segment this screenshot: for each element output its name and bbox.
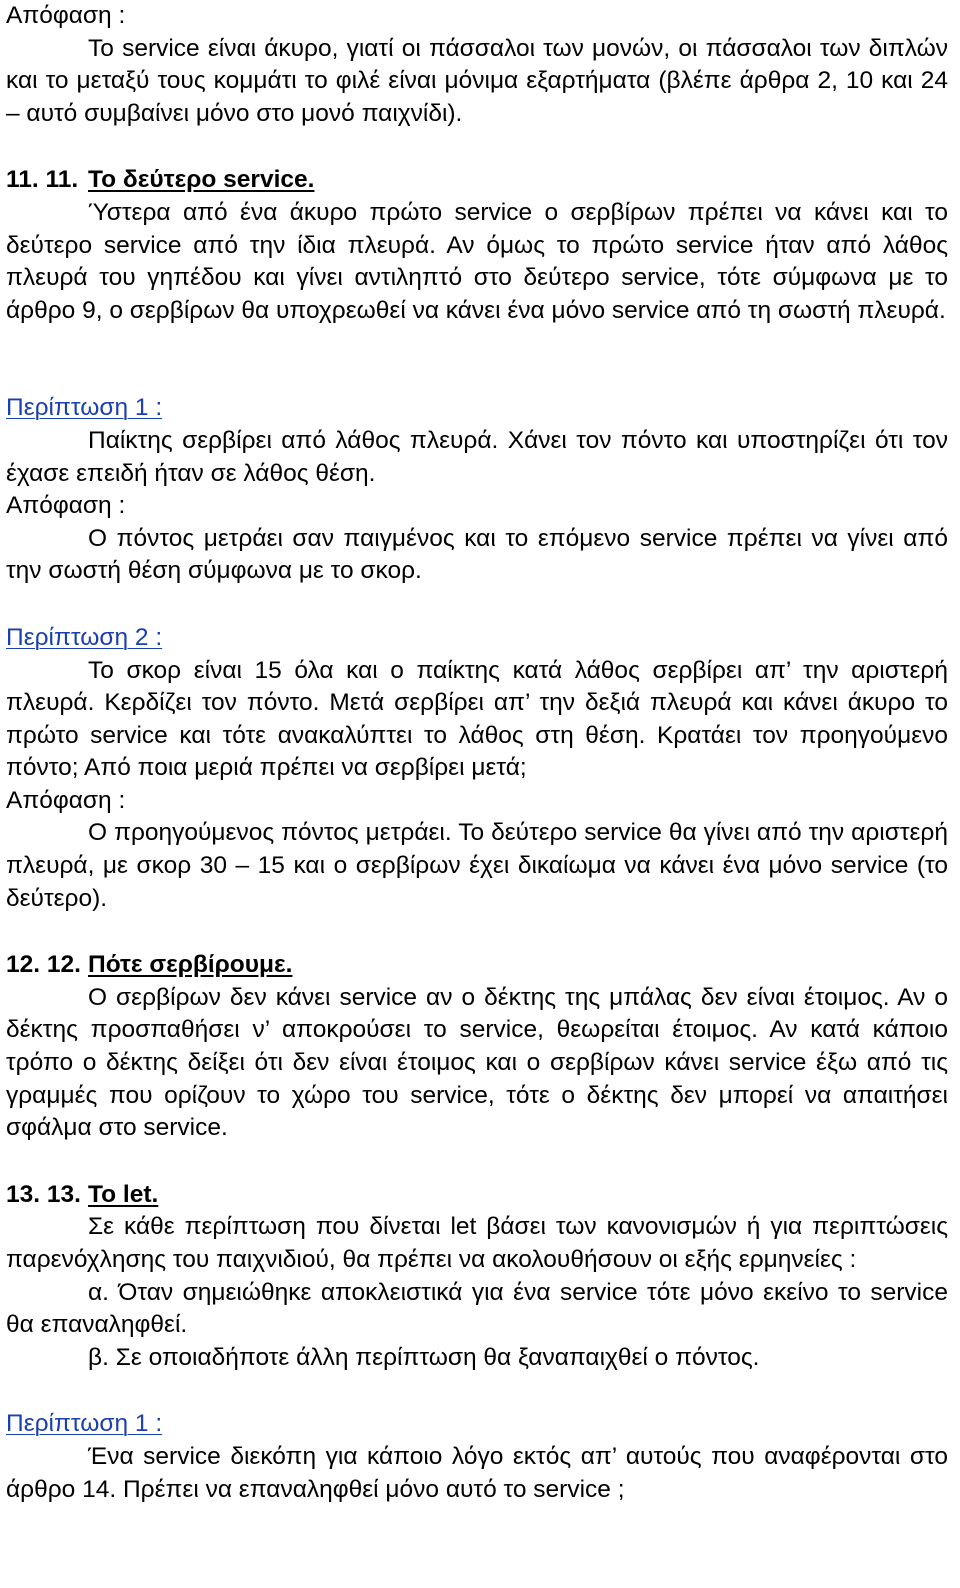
decision-text: Ο προηγούμενος πόντος μετράει. Το δεύτερο service θα γίνει από την αριστερή πλευρά, με σκορ 30 – 15 και ο σερβίρων έχει δικαίωμα να κάνει ένα μόνο service (το δεύτερο). xyxy=(6,819,948,912)
case-text: Παίκτης σερβίρει από λάθος πλευρά. Χάνει τον πόντο και υποστηρίζει ότι τον έχασε επειδή ήταν σε λάθος θέση. xyxy=(6,426,948,487)
case-label: Περίπτωση 1 : xyxy=(6,1410,163,1438)
list-item-a: α. Όταν σημειώθηκε αποκλειστικά για ένα service τότε μόνο εκείνο το service θα επαναληφθεί. xyxy=(6,1278,948,1339)
section-number: 11. 11. xyxy=(6,166,79,194)
decision-label: Απόφαση : xyxy=(6,786,126,814)
section-11-body: Ύστερα από ένα άκυρο πρώτο service ο σερβίρων πρέπει να κάνει και το δεύτερο service από την ίδια πλευρά. Αν όμως το πρώτο service ήταν από λάθος πλευρά του γηπέδου και γίνει αντιληπτό στο δεύτερο service, τότε σύμφωνα με το άρθρο 9, ο σερβίρων θα υποχρεωθεί να κάνει ένα μόνο service από τη σωστή πλευρά. xyxy=(6,198,948,324)
case-label: Περίπτωση 2 : xyxy=(6,623,163,651)
section-number: 12. 12. xyxy=(6,951,81,979)
section-13-body: Σε κάθε περίπτωση που δίνεται let βάσει των κανονισμών ή για περιπτώσεις παρενόχλησης του παιχνιδιού, θα πρέπει να ακολουθήσουν οι εξής ερμηνείες : xyxy=(6,1213,948,1273)
section-13-heading xyxy=(6,1179,948,1212)
decision-label: Απόφαση : xyxy=(6,2,126,29)
decision-text: Το service είναι άκυρο, γιατί οι πάσσαλοι των μονών, οι πάσσαλοι των διπλών και το μεταξύ τους κομμάτι το φιλέ είναι μόνιμα εξαρτήματα (βλέπε άρθρα 2, 10 και 24 – αυτό συμβαίνει μόνο στο μονό παιχνίδι). xyxy=(6,34,948,127)
section-title: Το δεύτερο service. xyxy=(88,166,315,194)
document-page xyxy=(6,0,948,1506)
section-title: Πότε σερβίρουμε. xyxy=(88,951,293,979)
decision-text: Ο πόντος μετράει σαν παιγμένος και το επόμενο service πρέπει να γίνει από την σωστή θέση σύμφωνα με το σκορ. xyxy=(6,524,948,585)
case-text: Το σκορ είναι 15 όλα και ο παίκτης κατά λάθος σερβίρει απ’ την αριστερή πλευρά. Κερδίζει τον πόντο. Μετά σερβίρει απ’ την δεξιά πλευρά και κάνει άκυρο το πρώτο service και τότε ανακαλύπτει το λάθος στη θέση. Κρατάει τον προηγούμενο πόντο; Από ποια μεριά πρέπει να σερβίρει μετά; xyxy=(6,656,948,782)
section-11-heading xyxy=(6,164,948,197)
section-12-body: Ο σερβίρων δεν κάνει service αν ο δέκτης της μπάλας δεν είναι έτοιμος. Αν ο δέκτης προσπαθήσει ν’ αποκρούσει το service, θεωρείται έτοιμος. Αν κατά κάποιο τρόπο ο δέκτης δείξει ότι δεν είναι έτοιμος και ο σερβίρων κάνει service έξω από τις γραμμές που ορίζουν το χώρο του service, τότε ο δέκτης δεν μπορεί να απαιτήσει σφάλμα στο service. xyxy=(6,983,948,1142)
case-text: Ένα service διεκόπη για κάποιο λόγο εκτός απ’ αυτούς που αναφέρονται στο άρθρο 14. Πρέπει να επαναληφθεί μόνο αυτό το service ; xyxy=(6,1442,948,1503)
list-item-b: β. Σε οποιαδήποτε άλλη περίπτωση θα ξαναπαιχθεί ο πόντος. xyxy=(88,1343,760,1371)
section-12-heading xyxy=(6,949,948,982)
section-title: Το let. xyxy=(88,1180,159,1208)
case-label: Περίπτωση 1 : xyxy=(6,394,163,422)
decision-label: Απόφαση : xyxy=(6,492,126,520)
section-number: 13. 13. xyxy=(6,1180,81,1208)
